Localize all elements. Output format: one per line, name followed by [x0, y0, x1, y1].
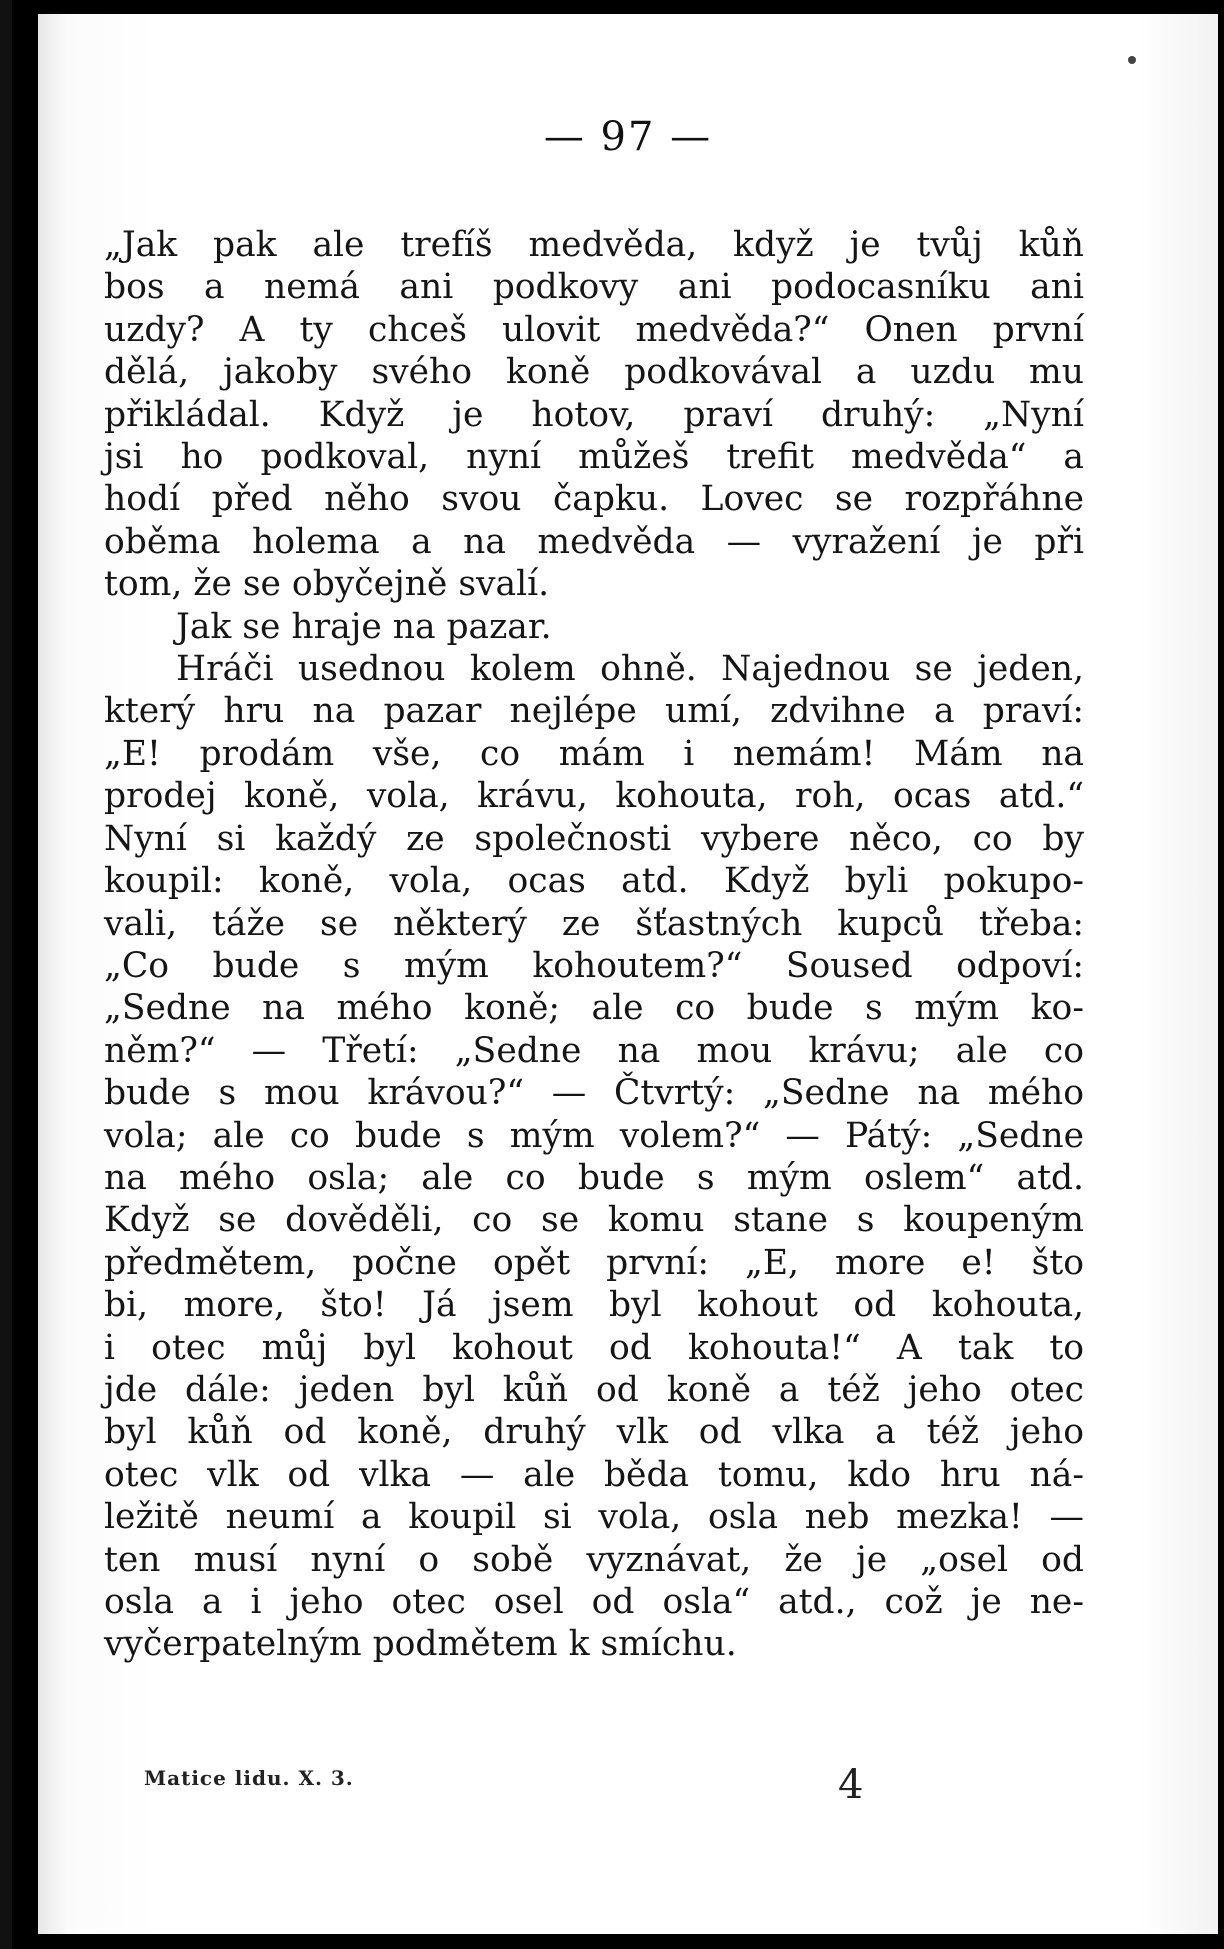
text-line: jsi ho podkoval, nyní můžeš trefit medvěda“ a	[104, 437, 1084, 478]
page-sheet	[38, 14, 1218, 1934]
text-line: přikládal. Když je hotov, praví druhý: „Nyní	[104, 394, 1084, 435]
text-line: „Jak pak ale trefíš medvěda, když je tvůj kůň	[104, 225, 1084, 265]
body-text	[104, 224, 1084, 1666]
text-line: „E! prodám vše, co mám i nemám! Mám na	[104, 733, 1084, 774]
text-line: vyčerpatelným podmětem k smíchu.	[104, 1624, 737, 1665]
text-line: vola; ale co bude s mým volem?“ — Pátý: „Sedne	[104, 1115, 1084, 1156]
text-line: Hráči usednou kolem ohně. Najednou se jeden,	[176, 649, 1084, 690]
section-heading: Jak se hraje na pazar.	[176, 606, 552, 647]
text-line: bos a nemá ani podkovy ani podocasníku ani	[104, 267, 1084, 308]
text-line: oběma holema a na medvěda — vyražení je při	[104, 521, 1084, 562]
text-line: Když se dověděli, co se komu stane s koupeným	[104, 1200, 1084, 1241]
text-line: něm?“ — Třetí: „Sedne na mou krávu; ale co	[104, 1030, 1084, 1071]
text-line: vali, táže se některý ze šťastných kupců třeba:	[104, 903, 1084, 944]
text-line: „Sedne na mého koně; ale co bude s mým ko-	[104, 988, 1084, 1029]
text-line: prodej koně, vola, krávu, kohouta, roh, ocas atd.“	[104, 776, 1084, 817]
scan-speck	[1128, 56, 1136, 64]
text-line: bi, more, što! Já jsem byl kohout od kohouta,	[104, 1285, 1084, 1326]
text-line: ležitě neumí a koupil si vola, osla neb mezka! —	[104, 1497, 1084, 1538]
text-line: ten musí nyní o sobě vyznávat, že je „osel od	[104, 1539, 1084, 1580]
printer-signature: Matice lidu. X. 3.	[144, 1766, 354, 1790]
text-line: hodí před něho svou čapku. Lovec se rozpřáhne	[104, 479, 1084, 520]
text-line: byl kůň od koně, druhý vlk od vlka a též jeho	[104, 1412, 1084, 1453]
text-line: na mého osla; ale co bude s mým oslem“ atd.	[104, 1157, 1084, 1198]
text-line: Nyní si každý ze společnosti vybere něco, co by	[104, 818, 1084, 859]
sheet-number: 4	[838, 1762, 864, 1808]
text-line: jde dále: jeden byl kůň od koně a též jeho otec	[104, 1369, 1084, 1410]
text-line: koupil: koně, vola, ocas atd. Když byli pokupo-	[104, 861, 1084, 902]
text-line: otec vlk od vlka — ale běda tomu, kdo hru ná-	[104, 1454, 1084, 1495]
text-line: dělá, jakoby svého koně podkovával a uzdu mu	[104, 352, 1084, 393]
text-line: předmětem, počne opět první: „E, more e! što	[104, 1242, 1084, 1283]
page-number: — 97 —	[543, 114, 713, 160]
page-gutter-shadow	[0, 0, 12, 1949]
text-line: tom, že se obyčejně svalí.	[104, 564, 550, 605]
text-line: uzdy? A ty chceš ulovit medvěda?“ Onen první	[104, 309, 1084, 350]
text-line: který hru na pazar nejlépe umí, zdvihne a praví:	[104, 691, 1084, 732]
text-line: „Co bude s mým kohoutem?“ Soused odpoví:	[104, 945, 1084, 986]
text-line: i otec můj byl kohout od kohouta!“ A tak to	[104, 1327, 1084, 1368]
text-line: osla a i jeho otec osel od osla“ atd., což je ne-	[104, 1582, 1084, 1622]
text-line: bude s mou krávou?“ — Čtvrtý: „Sedne na mého	[104, 1073, 1084, 1114]
